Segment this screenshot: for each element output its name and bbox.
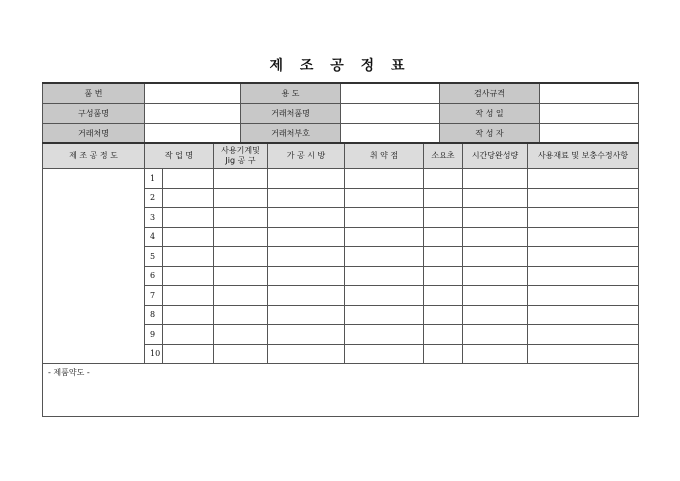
label-part-number: 품 번 bbox=[43, 83, 145, 104]
cell-machine-jig[interactable] bbox=[214, 305, 268, 325]
cell-work-name[interactable] bbox=[163, 208, 214, 228]
row-number: 4 bbox=[145, 227, 163, 247]
field-client-code[interactable] bbox=[341, 124, 440, 144]
cell-time-required[interactable] bbox=[424, 325, 463, 345]
cell-machine-jig[interactable] bbox=[214, 325, 268, 345]
col-header-processing-method: 가 공 시 방 bbox=[268, 143, 345, 169]
cell-time-required[interactable] bbox=[424, 247, 463, 267]
col-header-process-flow: 제 조 공 정 도 bbox=[43, 143, 145, 169]
cell-processing-method[interactable] bbox=[268, 208, 345, 228]
process-table bbox=[42, 142, 639, 417]
cell-machine-jig[interactable] bbox=[214, 169, 268, 189]
cell-materials-notes[interactable] bbox=[528, 305, 639, 325]
label-client-part-name: 거래처품명 bbox=[241, 104, 341, 124]
cell-hourly-output[interactable] bbox=[463, 305, 528, 325]
cell-weak-point[interactable] bbox=[345, 188, 424, 208]
cell-weak-point[interactable] bbox=[345, 344, 424, 364]
cell-time-required[interactable] bbox=[424, 305, 463, 325]
label-client-code: 거래처부호 bbox=[241, 124, 341, 144]
cell-machine-jig[interactable] bbox=[214, 266, 268, 286]
field-author[interactable] bbox=[540, 124, 639, 144]
label-inspection-spec: 검사규격 bbox=[440, 83, 540, 104]
cell-hourly-output[interactable] bbox=[463, 286, 528, 306]
cell-materials-notes[interactable] bbox=[528, 227, 639, 247]
cell-time-required[interactable] bbox=[424, 227, 463, 247]
cell-processing-method[interactable] bbox=[268, 247, 345, 267]
product-sketch-area[interactable]: - 제품약도 - bbox=[43, 364, 639, 417]
cell-machine-jig[interactable] bbox=[214, 188, 268, 208]
cell-materials-notes[interactable] bbox=[528, 169, 639, 189]
field-component-name[interactable] bbox=[145, 104, 241, 124]
cell-work-name[interactable] bbox=[163, 227, 214, 247]
cell-machine-jig[interactable] bbox=[214, 227, 268, 247]
cell-time-required[interactable] bbox=[424, 266, 463, 286]
cell-work-name[interactable] bbox=[163, 188, 214, 208]
row-number: 9 bbox=[145, 325, 163, 345]
process-row bbox=[43, 169, 639, 189]
cell-machine-jig[interactable] bbox=[214, 247, 268, 267]
cell-materials-notes[interactable] bbox=[528, 344, 639, 364]
cell-hourly-output[interactable] bbox=[463, 208, 528, 228]
label-date-created: 작 성 일 bbox=[440, 104, 540, 124]
cell-weak-point[interactable] bbox=[345, 208, 424, 228]
row-number: 7 bbox=[145, 286, 163, 306]
page-title: 제 조 공 정 표 bbox=[269, 58, 411, 74]
cell-materials-notes[interactable] bbox=[528, 286, 639, 306]
row-number: 8 bbox=[145, 305, 163, 325]
cell-work-name[interactable] bbox=[163, 325, 214, 345]
label-usage: 용 도 bbox=[241, 83, 341, 104]
row-number: 5 bbox=[145, 247, 163, 267]
col-header-weak-point: 취 약 점 bbox=[345, 143, 424, 169]
cell-work-name[interactable] bbox=[163, 286, 214, 306]
field-part-number[interactable] bbox=[145, 83, 241, 104]
field-usage[interactable] bbox=[341, 83, 440, 104]
cell-machine-jig[interactable] bbox=[214, 344, 268, 364]
cell-materials-notes[interactable] bbox=[528, 208, 639, 228]
cell-hourly-output[interactable] bbox=[463, 169, 528, 189]
cell-machine-jig[interactable] bbox=[214, 208, 268, 228]
label-client-name: 거래처명 bbox=[43, 124, 145, 144]
cell-weak-point[interactable] bbox=[345, 266, 424, 286]
process-flow-area[interactable] bbox=[43, 169, 145, 364]
header-info-table bbox=[42, 82, 639, 144]
col-header-machine-jig bbox=[214, 143, 268, 169]
header-row bbox=[43, 104, 639, 124]
row-number: 6 bbox=[145, 266, 163, 286]
cell-weak-point[interactable] bbox=[345, 286, 424, 306]
header-row bbox=[43, 124, 639, 144]
cell-hourly-output[interactable] bbox=[463, 227, 528, 247]
cell-time-required[interactable] bbox=[424, 208, 463, 228]
label-component-name: 구성품명 bbox=[43, 104, 145, 124]
cell-processing-method[interactable] bbox=[268, 325, 345, 345]
cell-work-name[interactable] bbox=[163, 247, 214, 267]
cell-hourly-output[interactable] bbox=[463, 188, 528, 208]
cell-work-name[interactable] bbox=[163, 169, 214, 189]
cell-materials-notes[interactable] bbox=[528, 266, 639, 286]
cell-hourly-output[interactable] bbox=[463, 247, 528, 267]
col-header-machine-line1: 사용기계및 bbox=[221, 146, 260, 155]
cell-work-name[interactable] bbox=[163, 305, 214, 325]
col-header-hourly-output: 시간당완성량 bbox=[463, 143, 528, 169]
cell-processing-method[interactable] bbox=[268, 305, 345, 325]
cell-work-name[interactable] bbox=[163, 266, 214, 286]
row-number: 3 bbox=[145, 208, 163, 228]
cell-time-required[interactable] bbox=[424, 169, 463, 189]
row-number: 2 bbox=[145, 188, 163, 208]
cell-weak-point[interactable] bbox=[345, 247, 424, 267]
col-header-work-name: 작 업 명 bbox=[145, 143, 214, 169]
cell-hourly-output[interactable] bbox=[463, 266, 528, 286]
row-number: 1 bbox=[145, 169, 163, 189]
cell-work-name[interactable] bbox=[163, 344, 214, 364]
cell-materials-notes[interactable] bbox=[528, 325, 639, 345]
cell-processing-method[interactable] bbox=[268, 266, 345, 286]
row-number: 10 bbox=[145, 344, 163, 364]
field-date-created[interactable] bbox=[540, 104, 639, 124]
col-header-time-required: 소요초 bbox=[424, 143, 463, 169]
col-header-materials-notes: 사용재료 및 보충수정사항 bbox=[528, 143, 639, 169]
cell-hourly-output[interactable] bbox=[463, 325, 528, 345]
cell-processing-method[interactable] bbox=[268, 188, 345, 208]
cell-machine-jig[interactable] bbox=[214, 286, 268, 306]
cell-hourly-output[interactable] bbox=[463, 344, 528, 364]
cell-processing-method[interactable] bbox=[268, 169, 345, 189]
cell-time-required[interactable] bbox=[424, 286, 463, 306]
field-inspection-spec[interactable] bbox=[540, 83, 639, 104]
header-row bbox=[43, 83, 639, 104]
label-author: 작 성 자 bbox=[440, 124, 540, 144]
cell-processing-method[interactable] bbox=[268, 344, 345, 364]
cell-processing-method[interactable] bbox=[268, 286, 345, 306]
sketch-row bbox=[43, 364, 639, 417]
cell-weak-point[interactable] bbox=[345, 169, 424, 189]
cell-weak-point[interactable] bbox=[345, 305, 424, 325]
cell-weak-point[interactable] bbox=[345, 325, 424, 345]
cell-materials-notes[interactable] bbox=[528, 247, 639, 267]
cell-time-required[interactable] bbox=[424, 344, 463, 364]
cell-materials-notes[interactable] bbox=[528, 188, 639, 208]
cell-weak-point[interactable] bbox=[345, 227, 424, 247]
col-header-machine-line2: Jig 공 구 bbox=[225, 156, 256, 165]
cell-time-required[interactable] bbox=[424, 188, 463, 208]
field-client-part-name[interactable] bbox=[341, 104, 440, 124]
cell-processing-method[interactable] bbox=[268, 227, 345, 247]
field-client-name[interactable] bbox=[145, 124, 241, 144]
process-header-row bbox=[43, 143, 639, 169]
